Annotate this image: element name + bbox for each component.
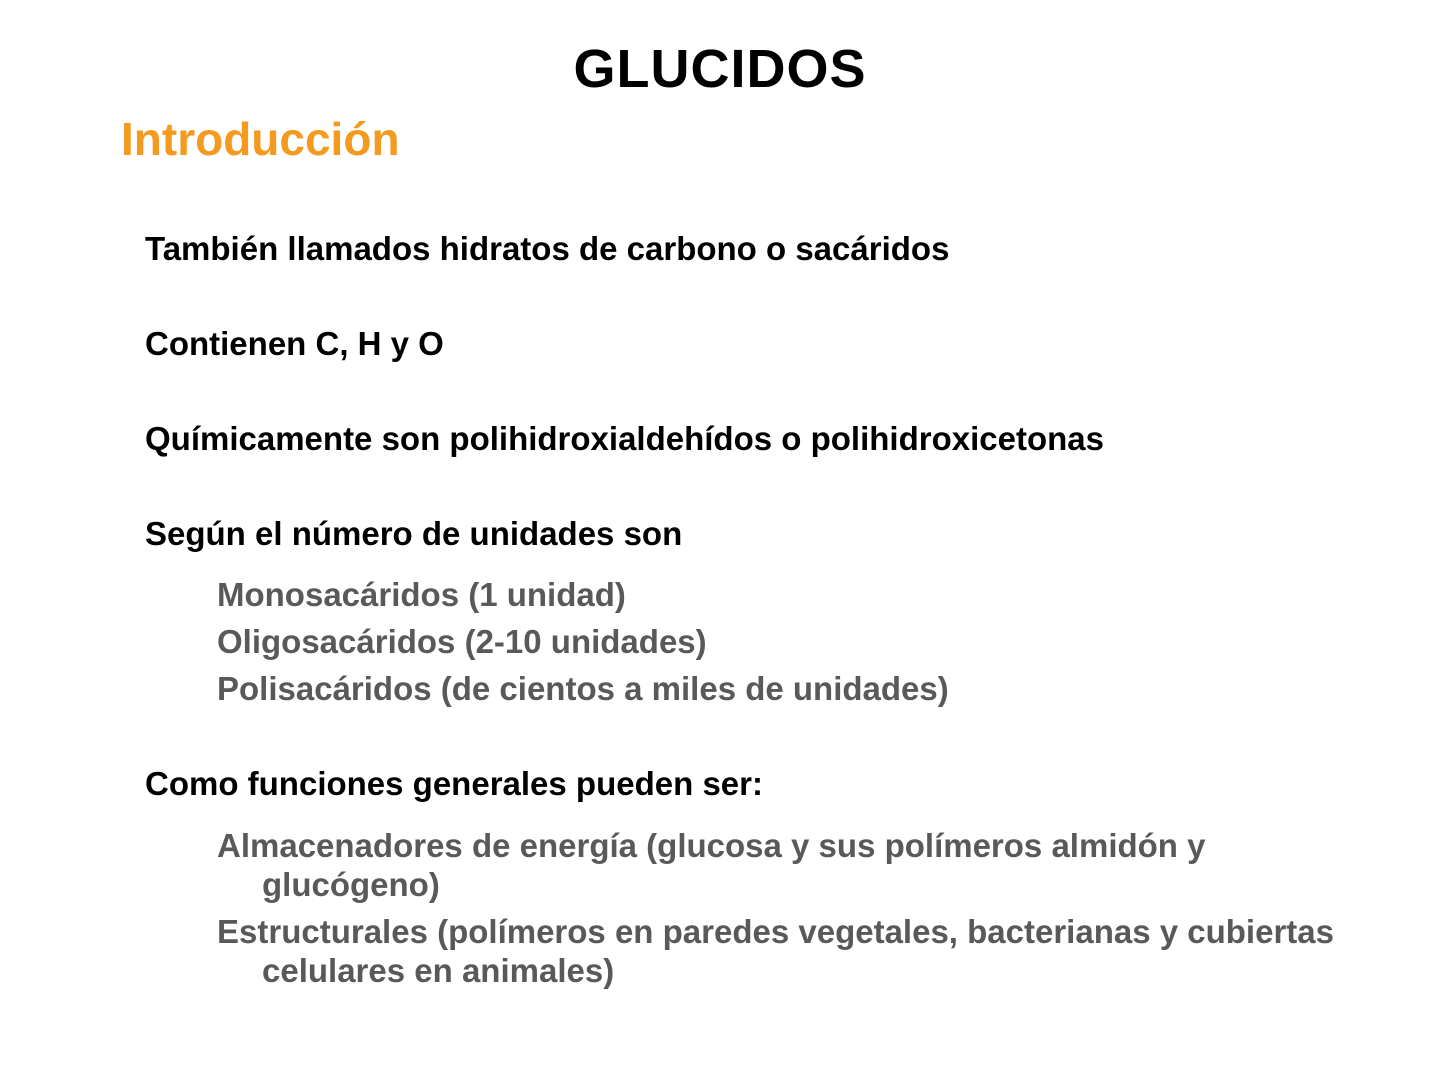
point-functions: Como funciones generales pueden ser: bbox=[145, 765, 763, 802]
point-other-names: También llamados hidratos de carbono o sacáridos bbox=[145, 230, 950, 267]
list-item-monosaccharides: Monosacáridos (1 unidad) bbox=[217, 576, 626, 613]
section-heading: Introducción bbox=[121, 113, 400, 165]
point-elements: Contienen C, H y O bbox=[145, 325, 444, 362]
list-item-oligosaccharides: Oligosacáridos (2-10 unidades) bbox=[217, 623, 707, 660]
point-chemistry: Químicamente son polihidroxialdehídos o polihidroxicetonas bbox=[145, 420, 1104, 457]
slide-title: GLUCIDOS bbox=[573, 39, 867, 99]
list-item-structural: Estructurales (polímeros en paredes vegetales, bacterianas y cubiertas celulares en animales) bbox=[217, 913, 1334, 989]
list-item-energy-storage: Almacenadores de energía (glucosa y sus polímeros almidón y glucógeno) bbox=[217, 827, 1206, 903]
list-item-polysaccharides: Polisacáridos (de cientos a miles de unidades) bbox=[217, 670, 949, 707]
point-classification: Según el número de unidades son bbox=[145, 515, 683, 552]
